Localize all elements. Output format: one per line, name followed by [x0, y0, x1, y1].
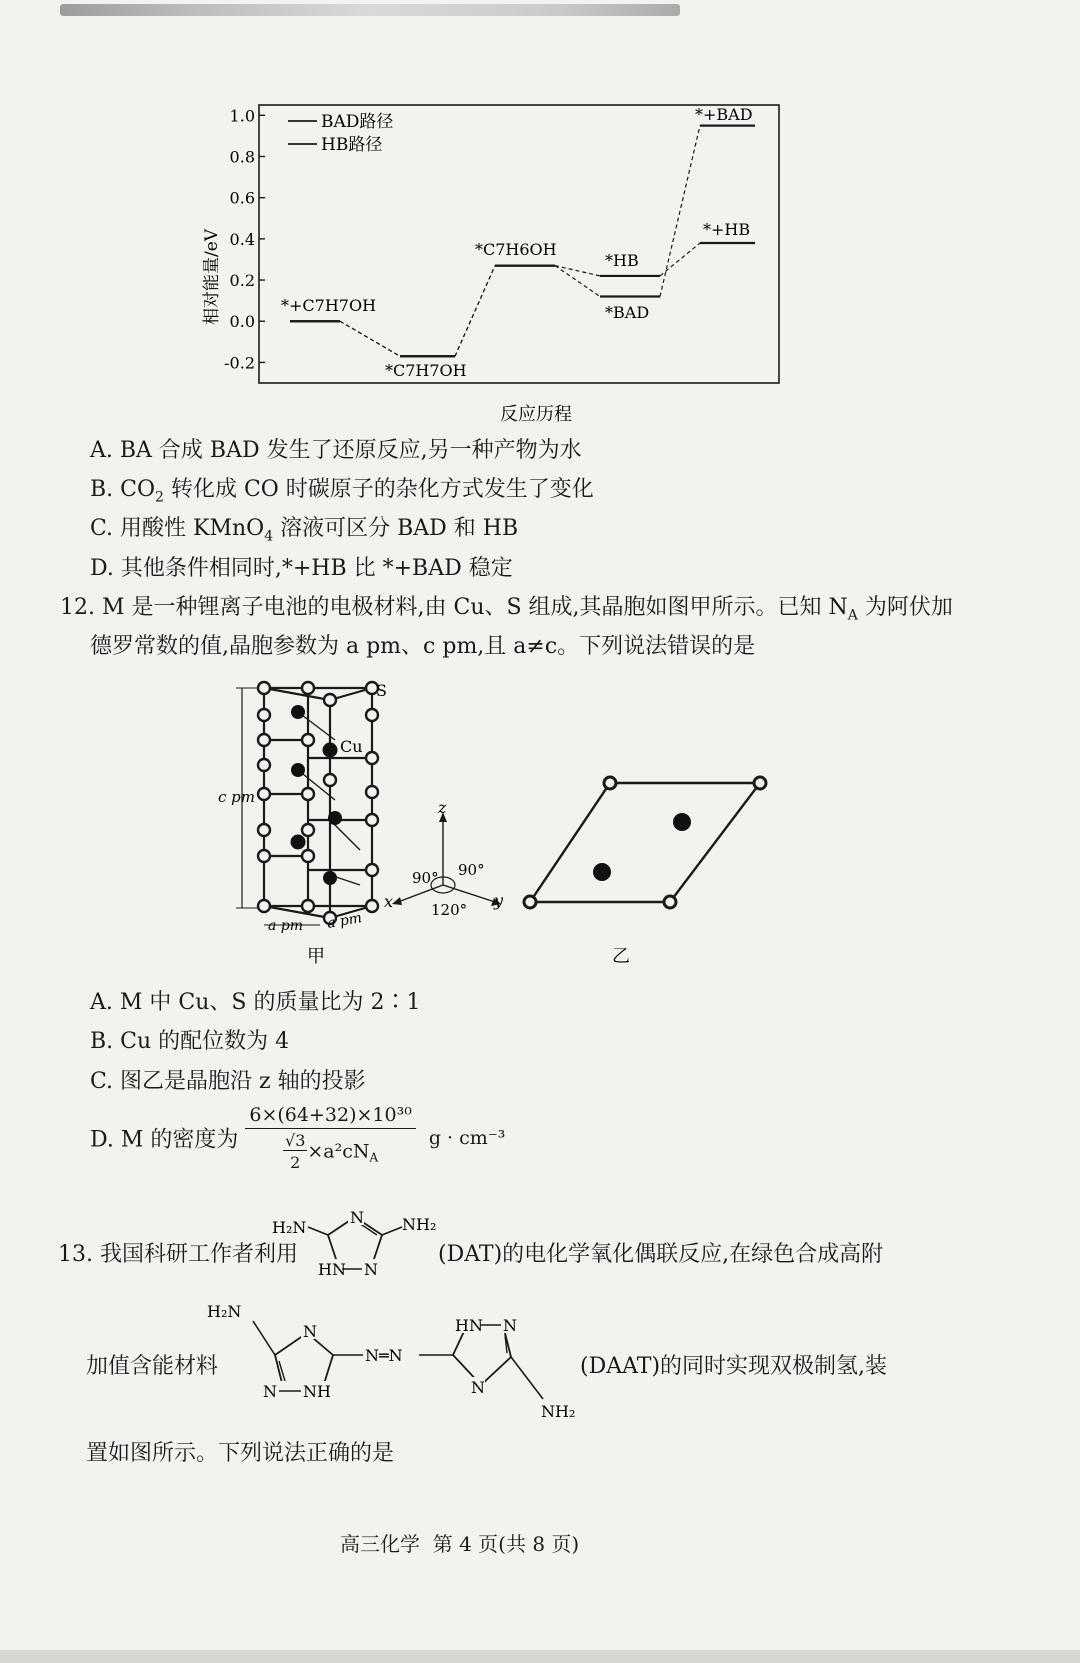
axis-x: x [384, 892, 394, 911]
label-ads: *C7H7OH [385, 361, 467, 380]
q11-option-a: A. BA 合成 BAD 发生了还原反应,另一种产物为水 [90, 438, 582, 463]
axis-z: z [438, 798, 447, 817]
c-pm-label: c pm [218, 788, 255, 806]
q11-option-c: C. 用酸性 KMnO$_4$ 溶液可区分 BAD 和 HB [90, 516, 519, 545]
q13-stem-post: (DAT)的电化学氧化偶联反应,在绿色合成高附 [438, 1242, 884, 1267]
label-mid: *C7H6OH [475, 240, 557, 259]
y-tick-3: 0.4 [229, 229, 255, 249]
label-start: *+C7H7OH [281, 296, 377, 315]
label-hb: *HB [605, 251, 639, 270]
angle-120: 120° [431, 901, 468, 919]
x-axis-label: 反应历程 [500, 404, 572, 425]
svg-text:NH: NH [303, 1382, 331, 1401]
s-label: S [376, 681, 387, 700]
dat-structure [270, 1205, 440, 1290]
svg-text:NH₂: NH₂ [541, 1402, 576, 1421]
hb-connector-2 [455, 266, 495, 357]
hb-connector-4 [660, 243, 700, 276]
svg-text:N: N [503, 1316, 517, 1335]
svg-text:N: N [364, 1260, 378, 1279]
legend-bad: BAD路径 [321, 112, 394, 132]
svg-text:N═N: N═N [365, 1346, 403, 1365]
label-bad-final: *+BAD [695, 105, 753, 124]
y-tick-2: 0.6 [229, 188, 255, 208]
q12-option-b: B. Cu 的配位数为 4 [90, 1029, 290, 1054]
label-hb-final: *+HB [703, 220, 751, 239]
top-scan-edge [60, 4, 680, 16]
y-tick-1: 0.8 [229, 147, 255, 167]
caption-jia: 甲 [307, 946, 325, 967]
density-fraction: 6×(64+32)×10³⁰ $\frac{√3}{2}$ $\times a^2cN_A$ [245, 1104, 415, 1172]
svg-text:N: N [263, 1382, 277, 1401]
hb-connector-1 [340, 321, 400, 356]
angle-90-left: 90° [412, 869, 439, 887]
axis-y: y [494, 891, 504, 910]
cu-label: Cu [340, 737, 363, 756]
y-tick-5: 0.0 [229, 312, 255, 332]
q11-option-d: D. 其他条件相同时,*+HB 比 *+BAD 稳定 [90, 556, 513, 581]
q13-line3: 置如图所示。下列说法正确的是 [86, 1441, 395, 1466]
q12-option-c: C. 图乙是晶胞沿 z 轴的投影 [90, 1069, 366, 1094]
svg-text:H₂N: H₂N [272, 1218, 307, 1237]
svg-text:N: N [303, 1322, 317, 1341]
angle-90-right: 90° [458, 861, 485, 879]
svg-text:H₂N: H₂N [207, 1302, 242, 1321]
svg-text:N: N [350, 1208, 364, 1227]
svg-text:HN: HN [455, 1316, 483, 1335]
page-footer: 高三化学 第 4 页(共 8 页) [340, 1532, 580, 1556]
bottom-scan-edge [0, 1650, 1080, 1663]
crystal-figures [210, 670, 790, 975]
caption-yi: 乙 [612, 946, 630, 967]
svg-text:HN: HN [318, 1260, 346, 1279]
q13-stem-pre: 13. 我国科研工作者利用 [58, 1242, 298, 1267]
a-pm-label-2: a pm [325, 910, 364, 932]
y-tick-0: 1.0 [229, 106, 255, 126]
legend-hb: HB路径 [321, 135, 383, 155]
daat-structure [205, 1295, 585, 1430]
q12-stem-line1: 12. M 是一种锂离子电池的电极材料,由 Cu、S 组成,其晶胞如图甲所示。已知 $N_A$ 为阿伏加 [60, 595, 953, 624]
svg-text:NH₂: NH₂ [402, 1215, 437, 1234]
q13-line2-post: (DAAT)的同时实现双极制氢,装 [580, 1354, 888, 1379]
label-bad: *BAD [605, 303, 650, 322]
y-tick-6: -0.2 [224, 353, 255, 373]
q13-line2-pre: 加值含能材料 [86, 1354, 219, 1379]
q11-option-b: B. $CO_2$ 转化成 CO 时碳原子的杂化方式发生了变化 [90, 477, 594, 506]
energy-diagram [195, 95, 795, 430]
q12-option-d: D. M 的密度为 6×(64+32)×10³⁰ $\frac{√3}{2}$ $\times a^2cN_A$ g · cm⁻³ [90, 1104, 506, 1172]
a-pm-label-1: a pm [268, 918, 304, 934]
y-tick-4: 0.2 [229, 271, 255, 291]
q12-option-a: A. M 中 Cu、S 的质量比为 2∶1 [90, 990, 421, 1015]
q12-stem-line2: 德罗常数的值,晶胞参数为 a pm、c pm,且 a≠c。下列说法错误的是 [90, 634, 756, 659]
y-axis-label: 相对能量/eV [202, 228, 222, 325]
svg-text:N: N [471, 1378, 485, 1397]
